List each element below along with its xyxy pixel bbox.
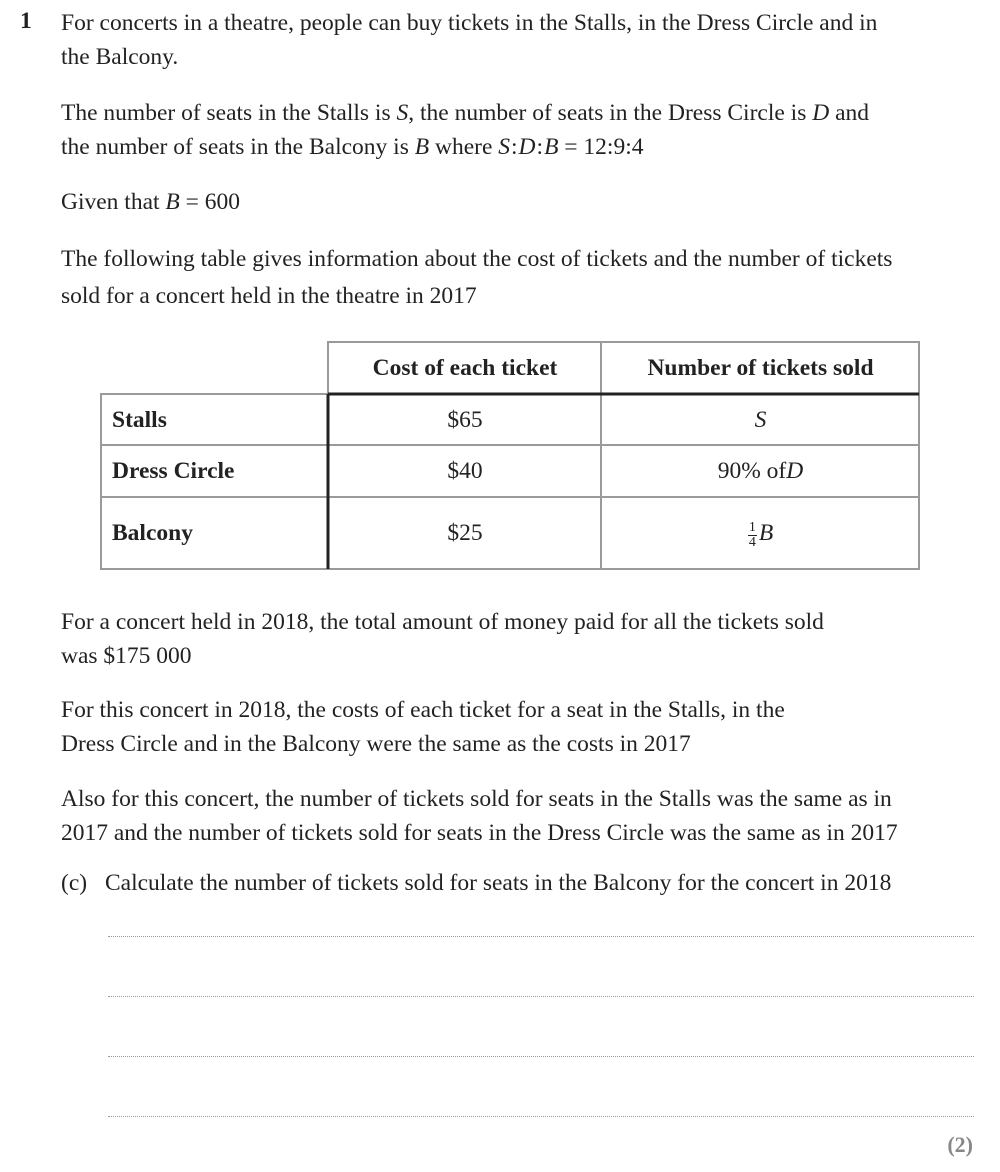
costs-2018-paragraph xyxy=(61,693,991,761)
ticket-table xyxy=(100,341,920,570)
row-label-stalls: Stalls xyxy=(112,406,167,433)
table-intro xyxy=(61,241,991,315)
cost-dress-circle: $40 xyxy=(447,458,483,484)
costs-2018-line-2: Dress Circle and in the Balcony were the same as the costs in 2017 xyxy=(61,731,691,757)
intro-line-2: the Balcony. xyxy=(61,44,179,70)
answer-line-4[interactable] xyxy=(108,1116,974,1117)
sold-2018-line-2: 2017 and the number of tickets sold for seats in the Dress Circle was the same as in 2017 xyxy=(61,820,898,846)
sold-stalls: S xyxy=(754,406,767,433)
total-2018-line-2: was $175 000 xyxy=(61,643,192,669)
row-label-dress-circle: Dress Circle xyxy=(112,458,235,484)
intro-paragraph xyxy=(61,6,991,74)
seats-line-1: The number of seats in the Stalls is S, the number of seats in the Dress Circle is D and xyxy=(61,100,870,126)
header-sold: Number of tickets sold xyxy=(647,355,874,381)
answer-line-1[interactable] xyxy=(108,936,974,937)
marks-label: (2) xyxy=(947,1132,973,1157)
total-2018-line-1: For a concert held in 2018, the total amount of money paid for all the tickets sold xyxy=(61,609,824,635)
part-c-text: Calculate the number of tickets sold for seats in the Balcony for the concert in 2018 xyxy=(104,870,892,896)
sold-balcony: $\frac{1}{4}$ B xyxy=(748,519,774,550)
part-c-label: (c) xyxy=(61,870,88,896)
costs-2018-line-1: For this concert in 2018, the costs of each ticket for a seat in the Stalls, in the xyxy=(61,697,785,723)
header-cost: Cost of each ticket xyxy=(372,355,558,381)
cost-balcony: $25 xyxy=(447,519,483,546)
sold-2018-paragraph xyxy=(61,782,991,850)
table-intro-line-1: The following table gives information about the cost of tickets and the number of tickets xyxy=(61,246,893,272)
given-statement: Given that B = 600 xyxy=(61,189,241,215)
intro-line-1: For concerts in a theatre, people can buy tickets in the Stalls, in the Dress Circle and in xyxy=(61,10,878,36)
row-label-balcony: Balcony xyxy=(112,519,193,546)
answer-line-2[interactable] xyxy=(108,996,974,997)
fraction-one-quarter: $\frac{1}{4}$ xyxy=(748,519,756,550)
sold-2018-line-1: Also for this concert, the number of tickets sold for seats in the Stalls was the same as in xyxy=(61,786,892,812)
seats-paragraph xyxy=(61,96,991,164)
table-intro-line-2: sold for a concert held in the theatre in 2017 xyxy=(61,283,477,309)
cost-stalls: $65 xyxy=(447,406,483,433)
answer-line-3[interactable] xyxy=(108,1056,974,1057)
sold-dress-circle: 90% of D xyxy=(717,458,804,484)
part-c-question xyxy=(61,866,991,900)
total-2018-paragraph xyxy=(61,605,991,673)
seats-line-2: the number of seats in the Balcony is B where S:D:B = 12:9:4 xyxy=(61,134,644,160)
question-number: 1 xyxy=(20,8,32,34)
